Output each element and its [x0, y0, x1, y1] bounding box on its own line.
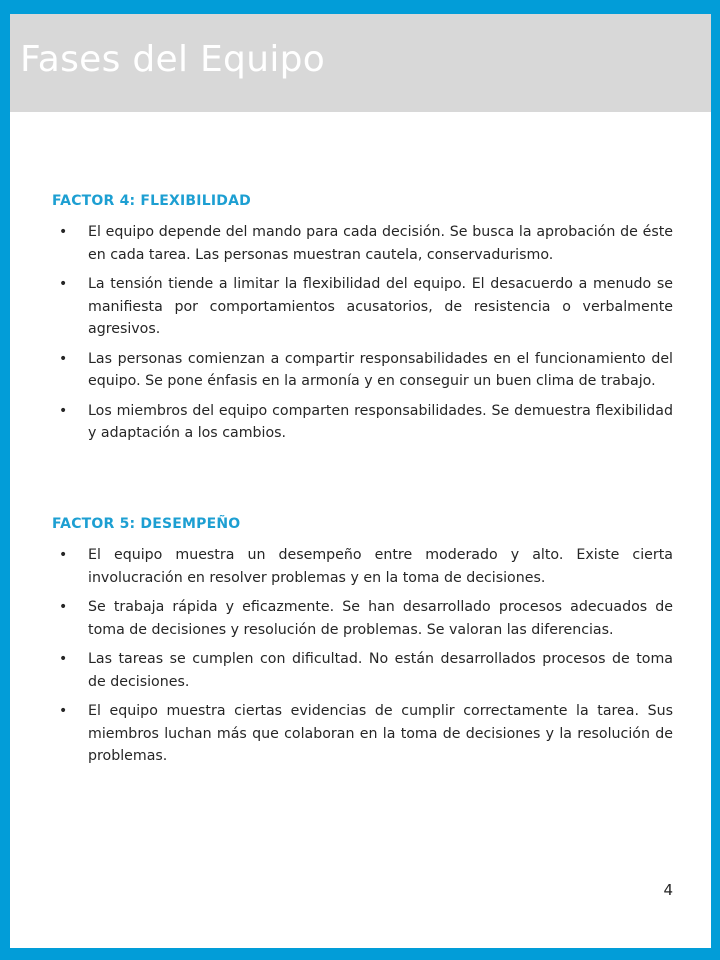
bullet-list — [52, 544, 673, 768]
bullet-item — [52, 221, 673, 266]
section-heading: FACTOR 5: DESEMPEÑO — [52, 516, 241, 532]
bullet-item — [52, 700, 673, 768]
section-factor-5 — [52, 514, 673, 775]
bullet-item — [52, 273, 673, 341]
bullet-text: La tensión tiende a limitar la flexibilidad del equipo. El desacuerdo a menudo se manifiesta por comportamientos acusatorios, de resistencia o verbalmente agresivos. — [88, 276, 673, 337]
bullet-item — [52, 648, 673, 693]
section-factor-4 — [52, 191, 673, 452]
bullet-list — [52, 221, 673, 445]
bullet-text: El equipo muestra un desempeño entre moderado y alto. Existe cierta involucración en resolver problemas y en la toma de decisiones. — [88, 547, 673, 586]
bullet-icon: • — [59, 350, 68, 367]
bullet-text: Se trabaja rápida y eficazmente. Se han desarrollado procesos adecuados de toma de decisiones y resolución de problemas. Se valoran las diferencias. — [88, 599, 673, 638]
title-bar — [10, 14, 711, 112]
bullet-item — [52, 544, 673, 589]
bullet-text: El equipo muestra ciertas evidencias de cumplir correctamente la tarea. Sus miembros luchan más que colaboran en la toma de decisiones y la resolución de problemas. — [88, 703, 673, 764]
bullet-text: Las tareas se cumplen con dificultad. No están desarrollados procesos de toma de decisiones. — [88, 651, 673, 690]
bullet-icon: • — [59, 599, 68, 615]
bullet-icon: • — [59, 703, 68, 719]
bullet-text: El equipo depende del mando para cada decisión. Se busca la aprobación de éste en cada tarea. Las personas muestran cautela, conservadurismo. — [88, 224, 673, 263]
bullet-text: Los miembros del equipo comparten responsabilidades. Se demuestra flexibilidad y adaptación a los cambios. — [88, 402, 673, 441]
bullet-item — [52, 596, 673, 641]
bullet-icon: • — [59, 651, 68, 667]
section-heading: FACTOR 4: FLEXIBILIDAD — [52, 193, 251, 209]
bullet-icon: • — [59, 224, 68, 240]
bullet-icon: • — [59, 402, 68, 419]
bullet-text: Las personas comienzan a compartir responsabilidades en el funcionamiento del equipo. Se pone énfasis en la armonía y en conseguir un buen clima de trabajo. — [88, 350, 673, 389]
bullet-icon: • — [59, 547, 68, 563]
slide-content — [10, 14, 711, 948]
page-number: 4 — [663, 881, 673, 899]
bullet-item — [52, 348, 673, 393]
bullet-icon: • — [59, 276, 68, 292]
slide-title: Fases del Equipo — [20, 39, 326, 80]
bullet-item — [52, 400, 673, 445]
